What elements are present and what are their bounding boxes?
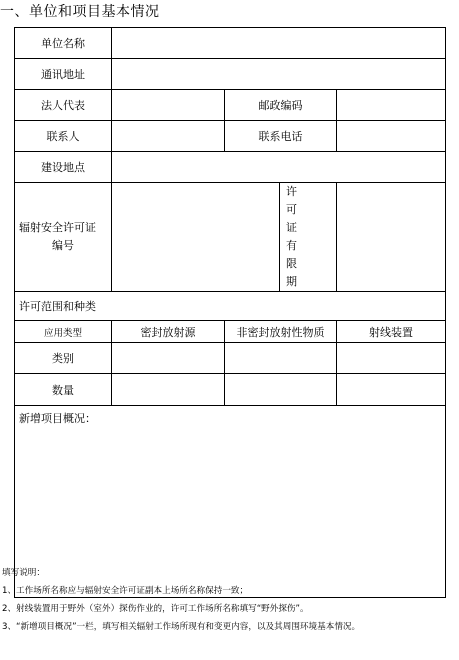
note-item: 3、“新增项目概况”一栏，填写相关辐射工作场所现有和变更内容，以及其周围环境基本情况。 (2, 622, 361, 632)
unsealed-material-header: 非密封放射性物质 (225, 321, 337, 343)
scope-label: 许可范围和种类 (15, 292, 446, 321)
note-item: 2、射线装置用于野外（室外）探伤作业的，许可工作场所名称填写“野外探伤”。 (2, 604, 309, 614)
unit-name-field[interactable] (112, 28, 446, 59)
ray-device-header: 射线装置 (337, 321, 446, 343)
address-field[interactable] (112, 59, 446, 90)
permit-validity-field[interactable] (337, 183, 446, 292)
category-sealed-field[interactable] (112, 343, 225, 374)
row-contact (15, 121, 446, 152)
permit-number-field[interactable] (112, 183, 280, 292)
address-label: 通讯地址 (15, 59, 112, 90)
site-field[interactable] (112, 152, 446, 183)
legal-rep-field[interactable] (112, 90, 225, 121)
quantity-ray-field[interactable] (337, 374, 446, 406)
postcode-label: 邮政编码 (225, 90, 337, 121)
filling-instructions (2, 564, 360, 636)
row-category (15, 343, 446, 374)
row-site (15, 152, 446, 183)
sealed-source-header: 密封放射源 (112, 321, 225, 343)
permit-validity-label: 许 可 证 有 限 期 (280, 183, 337, 292)
permit-number-label: 辐射安全许可证 编号 (15, 183, 112, 292)
row-address (15, 59, 446, 90)
application-type-label: 应用类型 (15, 321, 112, 343)
row-scope (15, 292, 446, 321)
legal-rep-label: 法人代表 (15, 90, 112, 121)
row-unit-name (15, 28, 446, 59)
row-legal-rep (15, 90, 446, 121)
unit-name-label: 单位名称 (15, 28, 112, 59)
notes-heading: 填写说明： (2, 568, 45, 578)
category-label: 类别 (15, 343, 112, 374)
row-application-type (15, 321, 446, 343)
phone-label: 联系电话 (225, 121, 337, 152)
site-label: 建设地点 (15, 152, 112, 183)
note-item: 1、工作场所名称应与辐射安全许可证副本上场所名称保持一致； (2, 586, 249, 596)
row-permit (15, 183, 446, 292)
basic-info-table (14, 27, 446, 598)
row-quantity (15, 374, 446, 406)
quantity-label: 数量 (15, 374, 112, 406)
category-ray-field[interactable] (337, 343, 446, 374)
category-unsealed-field[interactable] (225, 343, 337, 374)
postcode-field[interactable] (337, 90, 446, 121)
contact-field[interactable] (112, 121, 225, 152)
quantity-unsealed-field[interactable] (225, 374, 337, 406)
phone-field[interactable] (337, 121, 446, 152)
contact-label: 联系人 (15, 121, 112, 152)
section-title: 一、单位和项目基本情况 (0, 4, 160, 20)
overview-label: 新增项目概况： (19, 412, 96, 425)
quantity-sealed-field[interactable] (112, 374, 225, 406)
